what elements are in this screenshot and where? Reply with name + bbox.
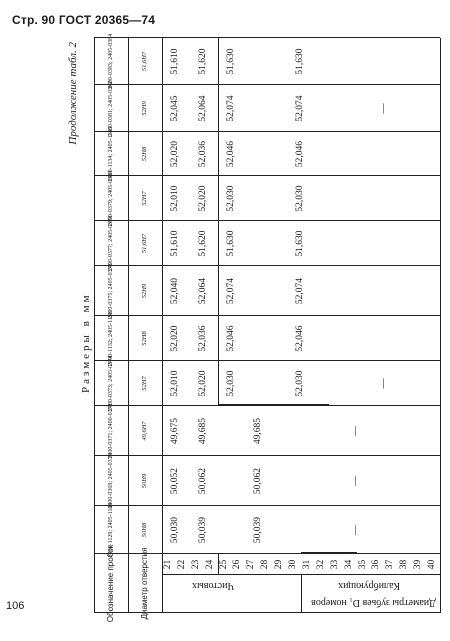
row-number: 37 [385,559,396,570]
column-fit: 52H7 [140,191,148,206]
row-number: 35 [357,559,368,570]
column-fit: 50H9 [140,473,148,489]
table-cell: 50,039 [253,516,264,544]
table-cell: 52,074 [225,277,236,305]
column-designation: 2400-0375; 2405-0376 [107,263,114,319]
row-number: 23 [190,559,201,570]
column-designation: 2400-0373; 2405-0374 [107,355,114,412]
table-cell: 51,630 [225,48,236,75]
table-cell: 52,046 [225,325,236,352]
designation-header: Обозначение пробок [105,544,115,623]
table-rule [301,575,302,613]
table-cell: 51,630 [295,48,305,75]
table-cell: 52,030 [225,370,236,397]
row-number: 22 [176,559,187,570]
continuation-label: Продолжение табл. 2 [67,42,79,145]
table-cell: 49,685 [253,417,264,445]
side-label-teeth-diameters: Диаметры зубьев D₁ номеров [311,597,436,608]
table-cell: 52,040 [169,277,180,305]
diameter-header: Диаметр отверстия [139,547,149,620]
table-cell: 52,030 [295,370,305,397]
table-cell: 52,064 [197,277,208,305]
row-number: 29 [274,559,285,570]
table-cell: 50,039 [197,516,208,544]
column-designation: 2400-0369; 2405-0370 [107,453,114,509]
empty-dash: — [378,103,390,114]
table-cell: 51,620 [197,48,208,75]
table-rule [218,38,219,406]
column-fit: 49,6H7 [140,421,148,441]
table-cell: 52,036 [197,325,208,352]
table-cell: 51,610 [169,230,180,257]
row-number: 40 [427,559,438,570]
page-number: 106 [6,600,25,612]
column-fit: 52H8 [140,331,148,346]
row-number: 21 [162,559,173,570]
row-number: 32 [315,559,326,570]
side-label-calibrating: Калибрующих [338,580,401,591]
column-designation: 2400-0371; 2400-0372 [107,403,114,459]
column-fit: 51,6H7 [140,233,148,254]
table-rule [94,612,440,613]
table-cell: 52,064 [197,95,208,122]
column-fit: 51,6H7 [140,51,148,72]
row-number: 39 [413,559,424,570]
empty-dash: — [378,378,390,389]
empty-dash: — [350,426,362,436]
table-cell: 52,030 [225,185,236,212]
table-cell: 50,062 [197,467,208,495]
table-cell: 50,062 [253,467,264,495]
table-cell: 52,010 [169,370,180,397]
table-cell: 52,045 [169,95,180,122]
table-cell: 52,046 [225,140,236,168]
table-rule [218,404,329,406]
table-cell: 52,036 [197,140,208,168]
row-number: 25 [218,559,229,570]
column-fit: 52H7 [140,376,148,391]
row-number: 28 [260,559,271,570]
row-number: 24 [204,559,215,570]
column-fit: 52H9 [140,101,148,116]
rotated-table-area [67,33,440,623]
column-designation: 2400-1132; 2405-1133 [107,311,114,366]
table-cell: 49,675 [169,417,180,445]
row-number: 34 [343,559,354,570]
table-rule [162,38,163,613]
table-cell: 50,030 [169,516,180,544]
table-rule [301,552,357,554]
row-number: 31 [301,559,312,570]
units-label: Размеры в мм [80,292,92,393]
table-cell: 52,046 [295,325,305,352]
table-cell: 51,630 [225,230,236,257]
table-rule [94,265,440,266]
column-designation: 2400-0379; 2405-0380 [107,170,114,227]
table-cell: 52,020 [197,370,208,397]
table-rule [94,315,440,316]
row-number: 38 [399,559,410,570]
table-cell: 52,020 [169,325,180,352]
column-designation: 2400-0381; 2405-0382 [107,80,114,137]
table-rule [94,455,440,456]
dimensions-table [94,33,440,623]
column-designation: 2400-1129; 2405-1161 [107,502,114,558]
column-designation: 2400-0377; 2405-0378 [107,215,114,272]
table-rule [94,505,440,506]
table-cell: 52,074 [295,277,305,305]
table-rule [94,360,440,361]
table-cell: 52,046 [295,140,305,168]
table-rule [94,175,440,176]
table-rule [94,38,95,613]
column-fit: 50H8 [140,522,148,538]
column-fit: 52H9 [140,283,148,299]
column-designation: 2400-0383; 2405-0384 [107,33,114,90]
table-cell: 52,010 [169,185,180,212]
side-label-clean: Чистовых [191,580,234,591]
table-cell: 51,630 [295,230,305,257]
row-number: 26 [232,559,243,570]
table-cell: 51,610 [169,48,180,75]
table-cell: 50,052 [169,467,180,495]
row-number: 36 [371,559,382,570]
table-cell: 52,074 [295,95,305,122]
table-rule [94,131,440,132]
table-rule [128,38,129,613]
page-header-title: Стр. 90 ГОСТ 20365—74 [12,13,156,27]
table-rule [94,553,440,554]
table-cell: 52,074 [225,95,236,122]
column-designation: 2400-1134; 2405-1135 [107,126,114,182]
table-rule [218,554,219,575]
row-number: 27 [246,559,257,570]
table-cell: 52,030 [295,185,305,212]
table-rule [94,84,440,85]
table-cell: 49,685 [197,417,208,445]
row-number: 33 [329,559,340,570]
row-number: 30 [288,559,299,570]
table-cell: 52,020 [197,185,208,212]
table-cell: 51,620 [197,230,208,257]
empty-dash: — [350,476,362,486]
table-rule [94,220,440,221]
empty-dash: — [350,525,362,535]
table-rule [94,37,440,38]
table-cell: 52,020 [169,140,180,168]
column-fit: 52H8 [140,146,148,162]
table-rule [440,38,441,613]
